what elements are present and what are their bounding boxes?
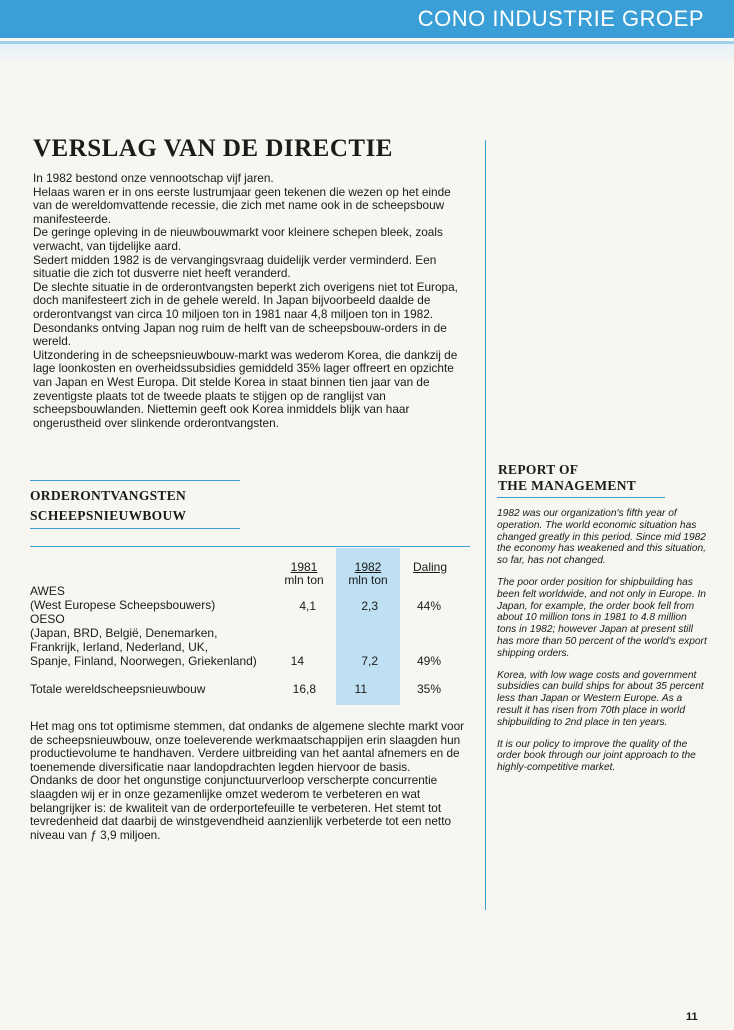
english-paragraph: The poor order position for shipbuilding has been felt worldwide, and not only in Europe. In Japan, for example, the order book fell from about 10 million tons in 1981 to 4.8 million tons in 1982; however Japan at present still has more than 50 percent of the world's export shipping orders. — [497, 576, 707, 659]
cell-1982: 7,2 — [361, 654, 378, 668]
row-label-line: Totale wereldscheepsnieuwbouw — [30, 682, 206, 696]
row-label-line: (Japan, BRD, België, Denemarken, — [30, 626, 218, 640]
table-title-line: ORDERONTVANGSTEN — [30, 488, 187, 503]
column-header-label: Daling — [412, 560, 448, 574]
cell-1982: 2,3 — [361, 599, 378, 613]
table-row-label — [30, 612, 257, 668]
english-paragraph: Korea, with low wage costs and government subsidies can build ships for about 35 percent less than Japan or Western Europe. As a result it has risen from 70th place in world shipbuilding to 2nd place in ten years. — [497, 669, 704, 728]
english-text — [497, 508, 707, 784]
english-paragraph: 1982 was our organization's fifth year of operation. The world economic situation has changed greatly in this period. Since mid 1982 the economy has weakened and this situation, so far, has not changed. — [497, 508, 706, 567]
cell-decline: 35% — [416, 682, 441, 696]
table-row-label — [30, 584, 215, 612]
closing-paragraph: Ondanks de door het ongunstige conjunctuurverloop verscherpte concurrentie slaagden wij er in onze gezamenlijke omzet wederom te verbeteren en wat belangrijker is: de kwaliteit van de orderportefeuille te verbeteren. Het stemt tot tevredenheid dat daarbij de winstgevendheid aanzienlijk verbeterde tot een netto niveau van ƒ 3,9 miljoen. — [30, 773, 452, 842]
table-title — [30, 486, 186, 526]
english-title — [498, 462, 636, 494]
column-header-1982 — [339, 561, 397, 587]
cell-1981: 4,1 — [299, 599, 316, 613]
closing-text — [30, 720, 470, 842]
column-header-year: 1981 — [290, 560, 318, 574]
row-label-line: OESO — [30, 612, 65, 626]
cell-1981: 16,8 — [292, 682, 316, 696]
english-title-line: REPORT OF — [498, 462, 579, 477]
row-label-line: Frankrijk, Ierland, Nederland, UK, — [30, 640, 209, 654]
intro-paragraph: Sedert midden 1982 is de vervangingsvraag duidelijk verder verminderd. Een situatie die zich tot dusverre niet heeft veranderd. — [33, 252, 437, 281]
table-rule-mid — [30, 528, 240, 529]
row-label-line: (West Europese Scheepsbouwers) — [30, 598, 216, 612]
english-title-rule — [497, 497, 665, 498]
english-paragraph: It is our policy to improve the quality of the order book through our joint approach to the highly-competitive market. — [497, 738, 696, 774]
header-title: CONO INDUSTRIE GROEP — [417, 6, 704, 31]
column-header-1981 — [276, 561, 332, 587]
page-title: VERSLAG VAN DE DIRECTIE — [33, 135, 393, 162]
closing-paragraph: Het mag ons tot optimisme stemmen, dat ondanks de algemene slechte markt voor de scheepsnieuwbouw, onze toeleverende werkmaatschappijen erin slaagden hun productievolume te handhaven. Verdere uitbreiding van het aantal afnemers en de toenemende diversificatie naar landopdrachten legden hiervoor de basis. — [30, 719, 465, 774]
column-header-decline — [405, 561, 455, 574]
intro-paragraph: In 1982 bestond onze vennootschap vijf jaren. — [33, 171, 274, 185]
column-header-unit: mln ton — [348, 573, 388, 587]
header-fade — [0, 44, 734, 64]
intro-paragraph: Uitzondering in de scheepsnieuwbouw-markt was wederom Korea, die dankzij de lage loonkosten en overheidssubsidies gemiddeld 35% lager offreert en opzichte van Japan en West Europa. Dit stelde Korea in staat binnen tien jaar van de zeventigste plaats tot de tweede plaats te stijgen op de ranglijst van scheepsbouwlanden. Niettemin geeft ook Korea inmiddels blijk van haar ongerustheid over slinkende orderontvangsten. — [33, 347, 458, 430]
intro-paragraph: De geringe opleving in de nieuwbouwmarkt voor kleinere schepen bleek, zoals verwacht, van tijdelijke aard. — [33, 225, 443, 253]
cell-1982: 11 — [354, 682, 367, 696]
cell-1981: 14 — [290, 654, 304, 668]
table-title-line: SCHEEPSNIEUWBOUW — [30, 508, 187, 523]
column-header-unit: mln ton — [284, 573, 324, 587]
page-number: 11 — [686, 1011, 698, 1023]
intro-text — [33, 172, 473, 430]
intro-paragraph: Helaas waren er in ons eerste lustrumjaar geen tekenen die wezen op het einde van de wereldomvattende recessie, die zich met name ook in de scheepsbouw manifesteerde. — [33, 184, 451, 226]
english-title-line: THE MANAGEMENT — [498, 478, 637, 493]
cell-decline: 44% — [416, 599, 441, 613]
table-rule-header — [30, 546, 470, 547]
header-band — [0, 0, 734, 38]
table-rule-top — [30, 480, 240, 481]
table-row-label — [30, 682, 205, 696]
cell-decline: 49% — [416, 654, 441, 668]
column-divider — [485, 140, 486, 910]
row-label-line: Spanje, Finland, Noorwegen, Griekenland) — [30, 654, 257, 668]
column-header-year: 1982 — [354, 560, 382, 574]
row-label-line: AWES — [30, 584, 65, 598]
intro-paragraph: De slechte situatie in de orderontvangsten beperkt zich overigens niet tot Europa, doch manifesteert zich in de gehele wereld. In Japan bijvoorbeeld daalde de orderontvangst van circa 10 miljoen ton in 1981 naar 4,8 miljoen ton in 1982. Desondanks ontving Japan nog ruim de helft van de scheepsbouw-orders in de wereld. — [33, 279, 458, 349]
